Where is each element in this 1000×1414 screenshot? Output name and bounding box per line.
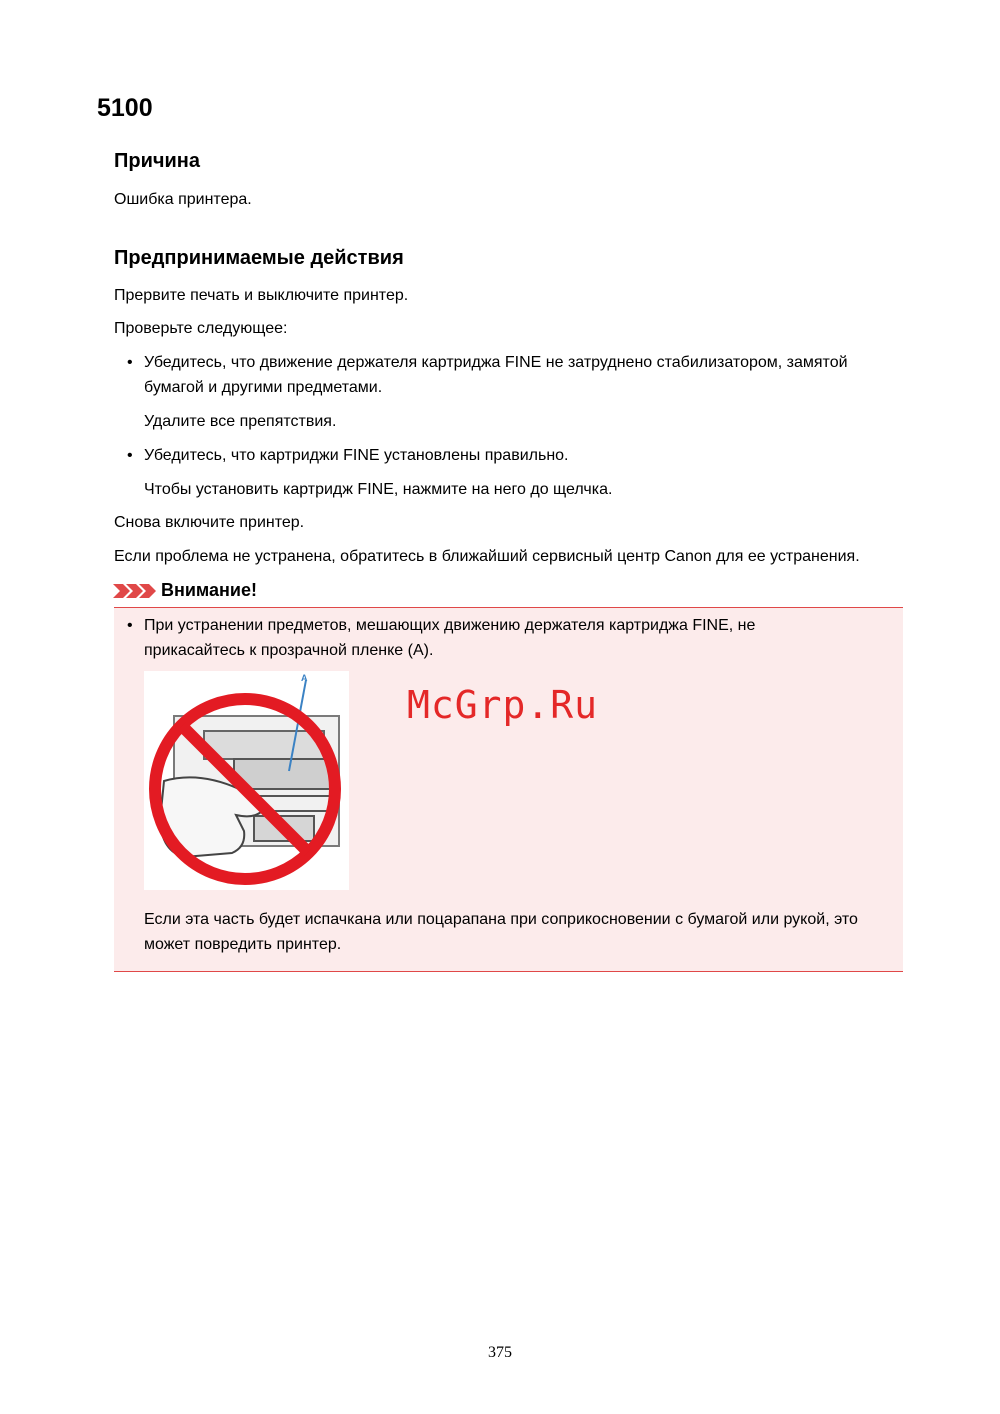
bullet-marker: • [127,447,133,464]
bullet-2-sub: Чтобы установить картридж FINE, нажмите на него до щелчка. [144,481,613,498]
caution-bullet-line-2: прикасайтесь к прозрачной пленке (A). [144,642,434,659]
cause-text: Ошибка принтера. [114,191,252,208]
error-code-title: 5100 [97,94,153,122]
bullet-marker: • [127,354,133,371]
action-paragraph-2: Проверьте следующее: [114,320,288,337]
action-paragraph-1: Прервите печать и выключите принтер. [114,287,409,304]
action-paragraph-4: Если проблема не устранена, обратитесь в ближайший сервисный центр Canon для ее устранения. [114,548,860,565]
caution-bullet-line-1: При устранении предметов, мешающих движению держателя картриджа FINE, не [144,617,756,634]
caution-arrows-icon [113,581,157,601]
figure-label-a: A [301,673,308,683]
bullet-1-sub: Удалите все препятствия. [144,413,337,430]
actions-heading: Предпринимаемые действия [114,247,404,269]
page-number: 375 [488,1344,512,1361]
cause-heading: Причина [114,150,200,172]
action-paragraph-3: Снова включите принтер. [114,514,305,531]
watermark: McGrp.Ru [407,683,599,727]
caution-title: Внимание! [161,580,257,600]
caution-header [113,580,257,601]
prohibited-touch-illustration [144,671,349,890]
bullet-marker: • [127,617,133,634]
bullet-1-line-1: Убедитесь, что движение держателя картриджа FINE не затруднено стабилизатором, замятой [144,354,848,371]
bullet-1-line-2: бумагой и другими предметами. [144,379,383,396]
bullet-2: Убедитесь, что картриджи FINE установлены правильно. [144,447,569,464]
caution-after-line-1: Если эта часть будет испачкана или поцарапана при соприкосновении с бумагой или рукой, это [144,911,858,928]
caution-after-line-2: может повредить принтер. [144,936,342,953]
